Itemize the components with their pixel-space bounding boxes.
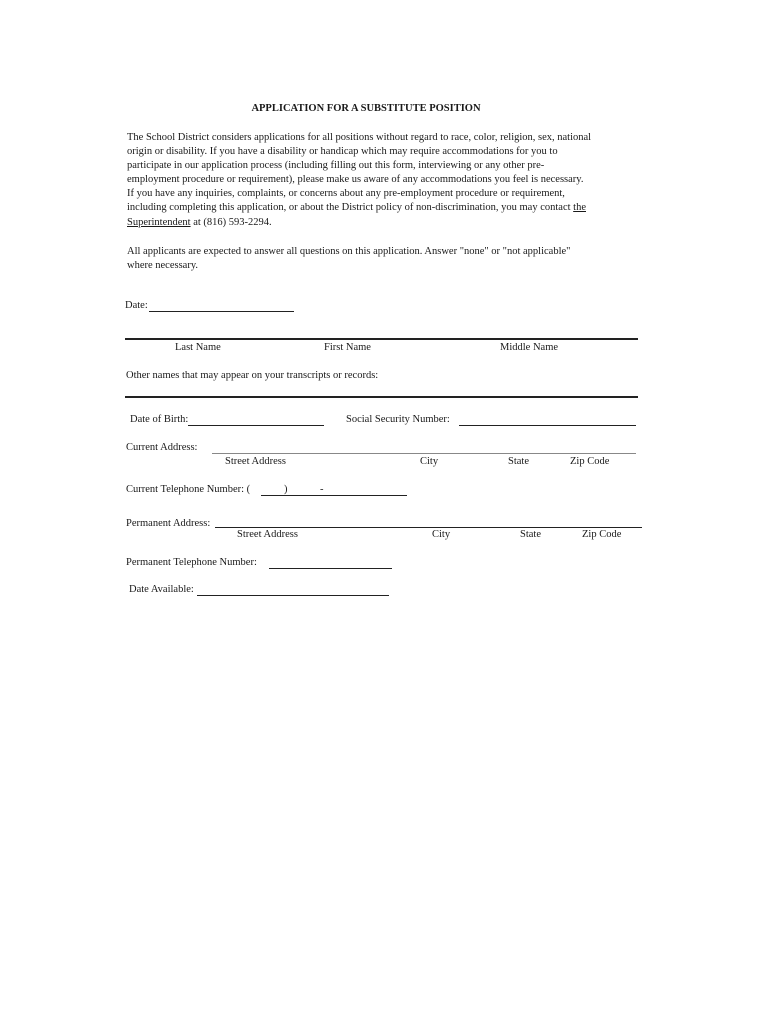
current-street-label: Street Address [225,456,286,467]
name-field-line[interactable] [125,338,638,340]
dob-label: Date of Birth: [130,414,189,425]
permanent-city-label: City [432,529,451,540]
permanent-state-label: State [520,529,541,540]
current-phone-dash: - [320,484,324,495]
middle-name-label: Middle Name [500,342,559,353]
ssn-field[interactable] [459,425,636,426]
intro-line-7 [127,216,272,230]
intro-line-6 [127,201,586,215]
intro-line-5: If you have any inquiries, complaints, or concerns about any pre-employment procedure or requirement, [127,188,565,199]
intro-line-3: participate in our application process (including filling out this form, interviewing or any other pre- [127,160,545,171]
intro-line-4: employment procedure or requirement), please make us aware of any accommodations you feel is necessary. [127,174,584,185]
intro-line-1: The School District considers applications for all positions without regard to race, color, religion, sex, national [127,132,592,143]
form-title: APPLICATION FOR A SUBSTITUTE POSITION [251,103,481,114]
date-available-field[interactable] [197,595,389,596]
intro-line-2: origin or disability. If you have a disability or handicap which may require accommodations for you to [127,146,558,157]
permanent-street-label: Street Address [237,529,298,540]
superintendent-link-part2[interactable]: Superintendent [127,217,191,228]
date-label: Date: [125,300,148,311]
other-names-label: Other names that may appear on your transcripts or records: [126,370,379,381]
current-address-field[interactable] [212,453,636,454]
ssn-label: Social Security Number: [346,414,450,425]
date-field[interactable] [149,311,294,312]
intro-line-7-text: at (816) 593-2294. [190,217,272,228]
permanent-phone-label: Permanent Telephone Number: [126,557,257,568]
last-name-label: Last Name [175,342,221,353]
current-address-label: Current Address: [126,442,198,453]
current-phone-paren: ) [284,484,288,495]
first-name-label: First Name [324,342,371,353]
date-available-label: Date Available: [129,584,194,595]
permanent-phone-field[interactable] [269,568,392,569]
current-phone-field[interactable] [261,495,407,496]
current-zip-label: Zip Code [570,456,610,467]
dob-field[interactable] [188,425,324,426]
current-city-label: City [420,456,439,467]
other-names-field[interactable] [125,396,638,398]
intro-line-6-text: including completing this application, or about the District policy of non-discrimination, you may contact [127,202,574,213]
permanent-address-label: Permanent Address: [126,518,211,529]
current-phone-label: Current Telephone Number: ( [126,484,251,495]
current-state-label: State [508,456,529,467]
instructions-line-2: where necessary. [127,260,199,271]
permanent-zip-label: Zip Code [582,529,622,540]
instructions-line-1: All applicants are expected to answer all questions on this application. Answer "none" or "not applicable" [127,246,571,257]
superintendent-link-part1[interactable]: the [573,202,586,213]
